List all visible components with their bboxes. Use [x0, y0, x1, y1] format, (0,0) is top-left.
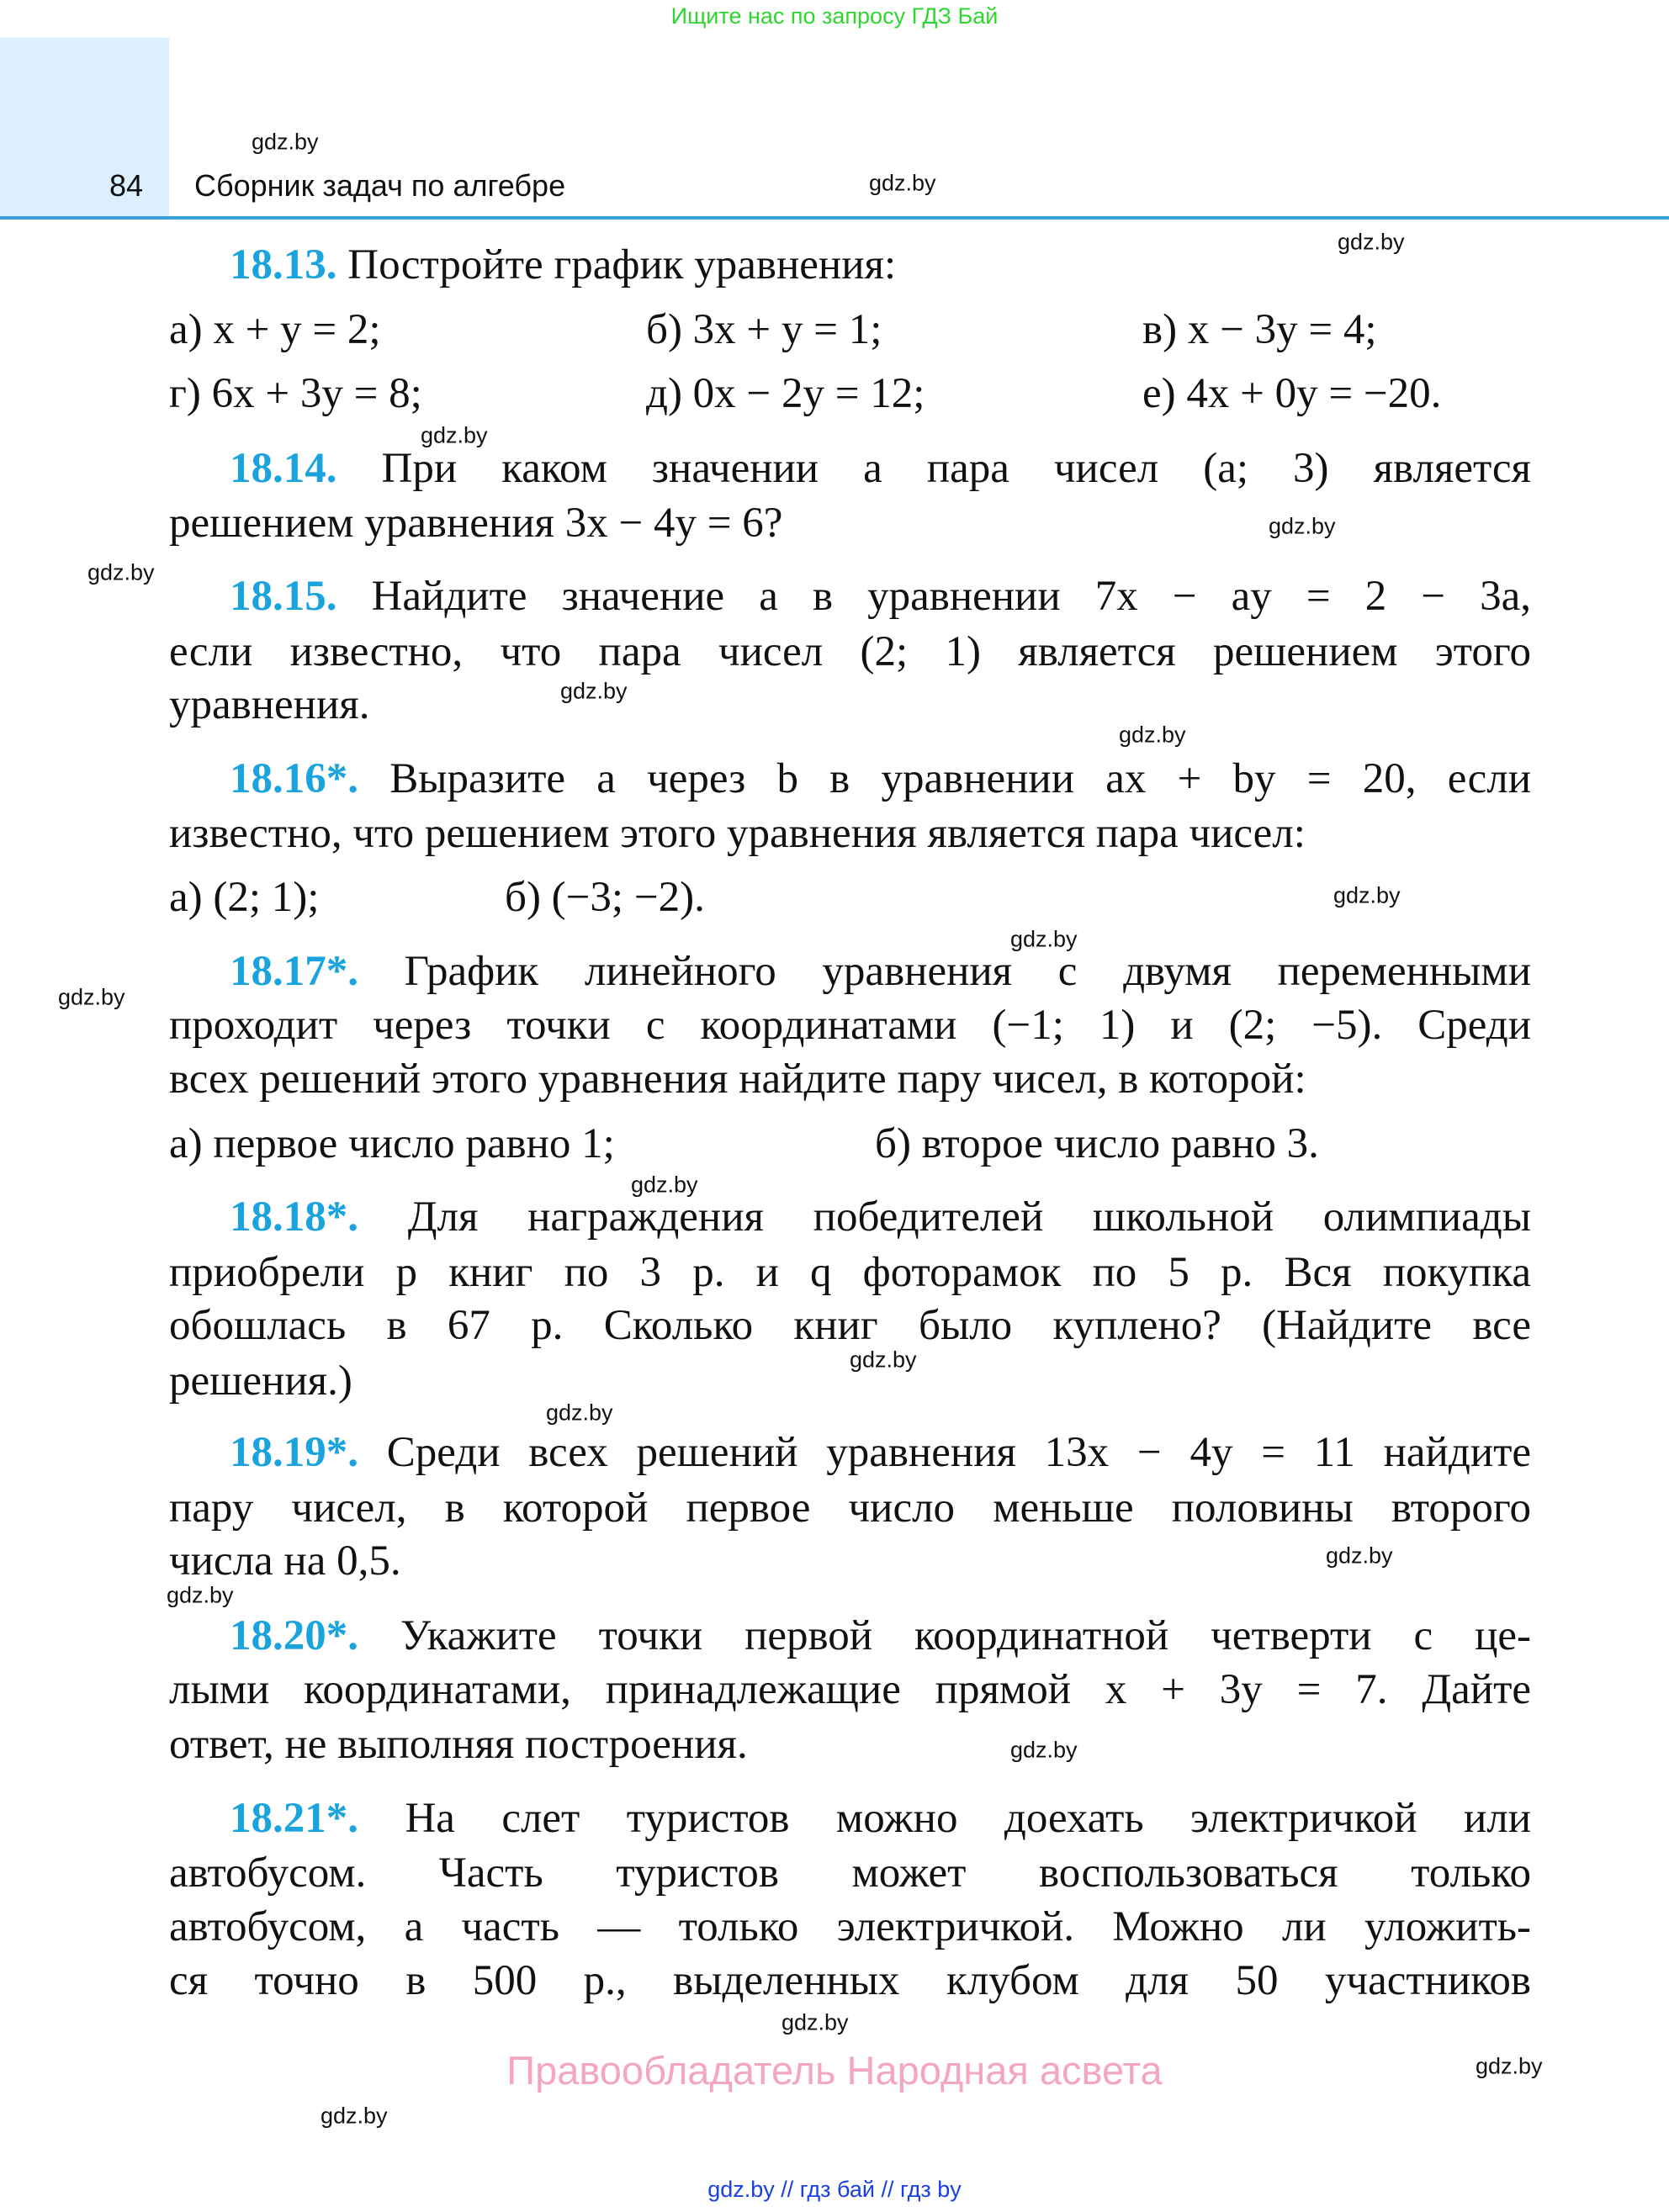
problem-text: ся точно в 500 р., выделенных клубом для 50 участников	[169, 1957, 1531, 2004]
problem-line	[169, 1954, 1531, 2008]
watermark-gdz: gdz.by	[560, 678, 628, 704]
problem-text: При каком значении a пара чисел (a; 3) является	[381, 445, 1531, 492]
watermark-gdz: gdz.by	[421, 422, 488, 448]
problem-line	[169, 1846, 1531, 1900]
watermark-gdz: gdz.by	[1333, 882, 1401, 908]
watermark-gdz: gdz.by	[58, 984, 125, 1010]
problem-line	[230, 1426, 1531, 1479]
problem-text: На слет туристов можно доехать электричкой или	[405, 1795, 1532, 1842]
problem-option: б) 3x + y = 1;	[646, 306, 882, 353]
problem-line	[230, 569, 1531, 623]
problem-line	[169, 807, 1531, 860]
problem-line	[169, 1481, 1531, 1535]
problem-text: числа на 0,5.	[169, 1537, 401, 1585]
problem-text: решением уравнения 3x − 4y = 6?	[169, 500, 783, 547]
problem-number: 18.20*.	[230, 1612, 358, 1659]
problem-text: Укажите точки первой координатной четверти с це-	[400, 1612, 1531, 1659]
watermark-gdz: gdz.by	[1010, 1737, 1078, 1763]
watermark-gdz: gdz.by	[1010, 926, 1078, 952]
page-number: 84	[109, 168, 144, 203]
problem-text: обошлась в 67 р. Сколько книг было куплено? (Найдите все	[169, 1302, 1531, 1349]
watermark-gdz: gdz.by	[321, 2103, 388, 2129]
watermark-gdz: gdz.by	[1476, 2053, 1543, 2079]
watermark-gdz: gdz.by	[1269, 513, 1336, 539]
footer-links[interactable]: gdz.by // гдз бай // гдз by	[707, 2177, 962, 2202]
problem-line	[230, 1190, 1531, 1244]
page-corner-box	[0, 38, 169, 217]
watermark-gdz: gdz.by	[869, 170, 936, 196]
problem-option: д) 0x − 2y = 12;	[646, 370, 925, 417]
watermark-gdz: gdz.by	[167, 1582, 234, 1608]
problem-text: Найдите значение a в уравнении 7x − ay = 2 − 3a,	[371, 573, 1531, 620]
watermark-gdz: gdz.by	[87, 559, 155, 585]
problem-line	[169, 678, 1531, 732]
problem-text: пару чисел, в которой первое число меньше половины второго	[169, 1484, 1531, 1532]
watermark-gdz: gdz.by	[1338, 229, 1405, 255]
problem-text: ответ, не выполняя построения.	[169, 1721, 748, 1768]
rights-holder-note: Правообладатель Народная асвета	[506, 2048, 1163, 2093]
problem-text: Постройте график уравнения:	[347, 241, 897, 288]
problem-text: если известно, что пара чисел (2; 1) является решением этого	[169, 628, 1531, 675]
problem-number: 18.19*.	[230, 1429, 358, 1476]
problem-line	[169, 1299, 1531, 1352]
problem-text: Для награждения победителей школьной олимпиады	[407, 1193, 1531, 1241]
problem-line	[169, 625, 1531, 679]
problem-option: а) первое число равно 1;	[169, 1120, 615, 1167]
problem-number: 18.14.	[230, 445, 337, 492]
problem-number: 18.21*.	[230, 1795, 358, 1842]
header-rule	[0, 216, 1669, 220]
problem-number: 18.16*.	[230, 755, 358, 802]
problem-number: 18.15.	[230, 573, 337, 620]
problem-text: автобусом, а часть — только электричкой. Можно ли уложить-	[169, 1903, 1531, 1950]
problem-number: 18.13.	[230, 241, 337, 288]
problem-text: всех решений этого уравнения найдите пару чисел, в которой:	[169, 1056, 1306, 1103]
search-banner: Ищите нас по запросу ГДЗ Бай	[670, 3, 999, 29]
problem-number: 18.18*.	[230, 1193, 358, 1241]
problem-line	[169, 1900, 1531, 1954]
problem-text: проходит через точки с координатами (−1; 1) и (2; −5). Среди	[169, 1002, 1531, 1049]
running-head: Сборник задач по алгебре	[194, 168, 566, 203]
problem-line	[169, 1246, 1531, 1299]
problem-line	[169, 1052, 1531, 1106]
problem-line	[230, 1791, 1531, 1845]
watermark-gdz: gdz.by	[631, 1172, 698, 1198]
problem-text: решения.)	[169, 1357, 352, 1405]
watermark-gdz: gdz.by	[782, 2009, 849, 2035]
problem-text: Выразите a через b в уравнении ax + by = 20, если	[389, 755, 1531, 802]
problem-line	[230, 752, 1531, 806]
problem-text: Среди всех решений уравнения 13x − 4y = 11 найдите	[386, 1429, 1531, 1476]
watermark-gdz: gdz.by	[546, 1400, 613, 1426]
problem-line	[230, 238, 1531, 292]
problem-line	[169, 1717, 1531, 1771]
problem-option: б) второе число равно 3.	[875, 1120, 1319, 1167]
problem-line	[230, 442, 1531, 495]
watermark-gdz: gdz.by	[850, 1347, 917, 1373]
problem-text: приобрели p книг по 3 р. и q фоторамок по 5 р. Вся покупка	[169, 1249, 1531, 1296]
problem-line	[169, 998, 1531, 1052]
problem-line	[230, 1609, 1531, 1663]
problem-line	[230, 945, 1531, 998]
problem-option: а) (2; 1);	[169, 874, 320, 921]
problem-text: График линейного уравнения с двумя переменными	[404, 948, 1531, 995]
problem-option: б) (−3; −2).	[505, 874, 705, 921]
problem-option: г) 6x + 3y = 8;	[169, 370, 422, 417]
watermark-gdz: gdz.by	[1326, 1543, 1393, 1569]
problem-text: уравнения.	[169, 681, 370, 728]
watermark-gdz: gdz.by	[1119, 722, 1186, 748]
problem-option: в) x − 3y = 4;	[1142, 306, 1377, 353]
problem-option: а) x + y = 2;	[169, 306, 381, 353]
problem-number: 18.17*.	[230, 948, 358, 995]
problem-text: лыми координатами, принадлежащие прямой x + 3y = 7. Дайте	[169, 1666, 1531, 1713]
problem-text: автобусом. Часть туристов может воспользоваться только	[169, 1850, 1531, 1897]
problem-text: известно, что решением этого уравнения является пара чисел:	[169, 810, 1306, 857]
problem-option: е) 4x + 0y = −20.	[1142, 370, 1442, 417]
watermark-gdz: gdz.by	[252, 129, 319, 155]
problem-line	[169, 1663, 1531, 1717]
